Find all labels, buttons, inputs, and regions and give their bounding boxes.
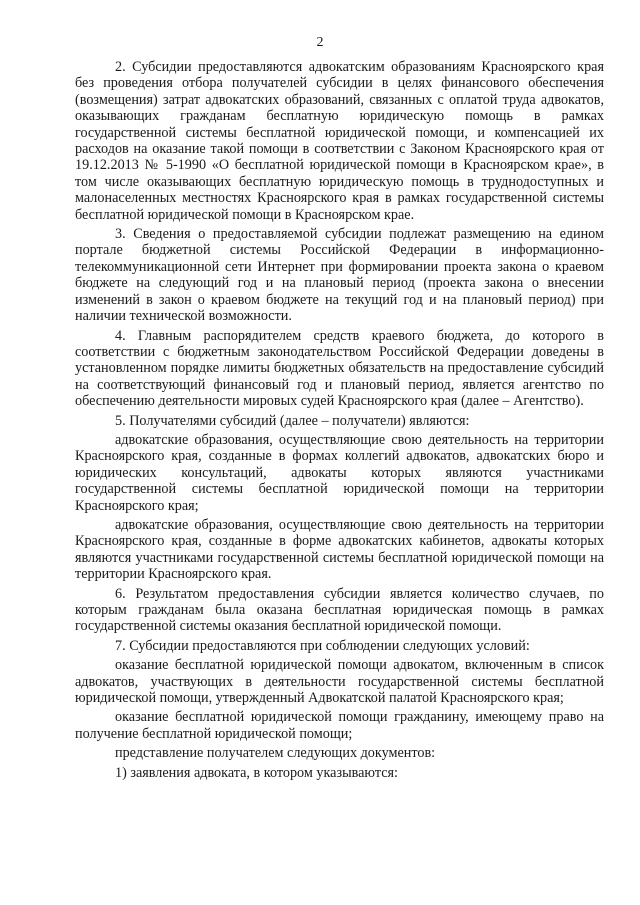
paragraph-3: 3. Сведения о предоставляемой субсидии подлежат размещению на едином портале бюджетной системы Российской Федерации в информационно-телекоммуникационной сети Интернет при формировании проекта закона о краевом бюджете на следующий год и на плановый период (проекта закона о внесении изменений в закон о краевом бюджете на текущий год и на плановый период) при наличии технической возможности.: [75, 226, 604, 325]
paragraph-5-item-2: адвокатские образования, осуществляющие свою деятельность на территории Красноярского края, созданные в форме адвокатских кабинетов, адвокаты которых являются участниками государственной системы бесплатной юридической помощи на территории Красноярского края.: [75, 516, 604, 583]
paragraph-7-condition-1: оказание бесплатной юридической помощи адвокатом, включенным в список адвокатов, участвующих в деятельности государственной системы бесплатной юридической помощи, утвержденный Адвокатской палатой Красноярского края;: [75, 657, 604, 707]
page-number: 2: [316, 35, 324, 50]
paragraph-7: 7. Субсидии предоставляются при соблюдении следующих условий:: [115, 637, 530, 654]
paragraph-5-item-1: адвокатские образования, осуществляющие свою деятельность на территории Красноярского края, созданные в формах коллегий адвокатов, адвокатских бюро и юридических консультаций, адвокаты которых являются участниками государственной системы бесплатной юридической помощи на территории Красноярского края;: [75, 431, 604, 514]
paragraph-5: 5. Получателями субсидий (далее – получатели) являются:: [115, 412, 470, 429]
paragraph-7-condition-2: оказание бесплатной юридической помощи гражданину, имеющему право на получение бесплатной юридической помощи;: [75, 709, 604, 742]
paragraph-4: 4. Главным распорядителем средств краевого бюджета, до которого в соответствии с бюджетным законодательством Российской Федерации доведены в установленном порядке лимиты бюджетных обязательств на предоставление субсидий на соответствующий финансовый год и плановый период, является агентство по обеспечению деятельности мировых судей Красноярского края (далее – Агентство).: [75, 327, 604, 410]
paragraph-7-condition-3: представление получателем следующих документов:: [115, 745, 436, 762]
paragraph-2: 2. Субсидии предоставляются адвокатским образованиям Красноярского края без проведения отбора получателей субсидии в целях финансового обеспечения (возмещения) затрат адвокатских образований, связанных с оплатой труда адвокатов, оказывающих гражданам бесплатную юридическую помощь в рамках государственной системы бесплатной юридической помощи, и компенсацией их расходов на оказание такой помощи в соответствии с Законом Красноярского края от 19.12.2013 № 5-1990 «О бесплатной юридической помощи в Красноярском крае», в том числе оказывающих бесплатную юридическую помощь в труднодоступных и малонаселенных местностях Красноярского края в рамках государственной системы бесплатной юридической помощи в Красноярском крае.: [75, 59, 604, 223]
document-body: [75, 59, 604, 781]
paragraph-7-document-1: 1) заявления адвоката, в котором указываются:: [115, 764, 398, 781]
paragraph-6: 6. Результатом предоставления субсидии является количество случаев, по которым гражданам была оказана бесплатная юридическая помощь в рамках государственной системы оказания бесплатной юридической помощи.: [75, 585, 604, 635]
